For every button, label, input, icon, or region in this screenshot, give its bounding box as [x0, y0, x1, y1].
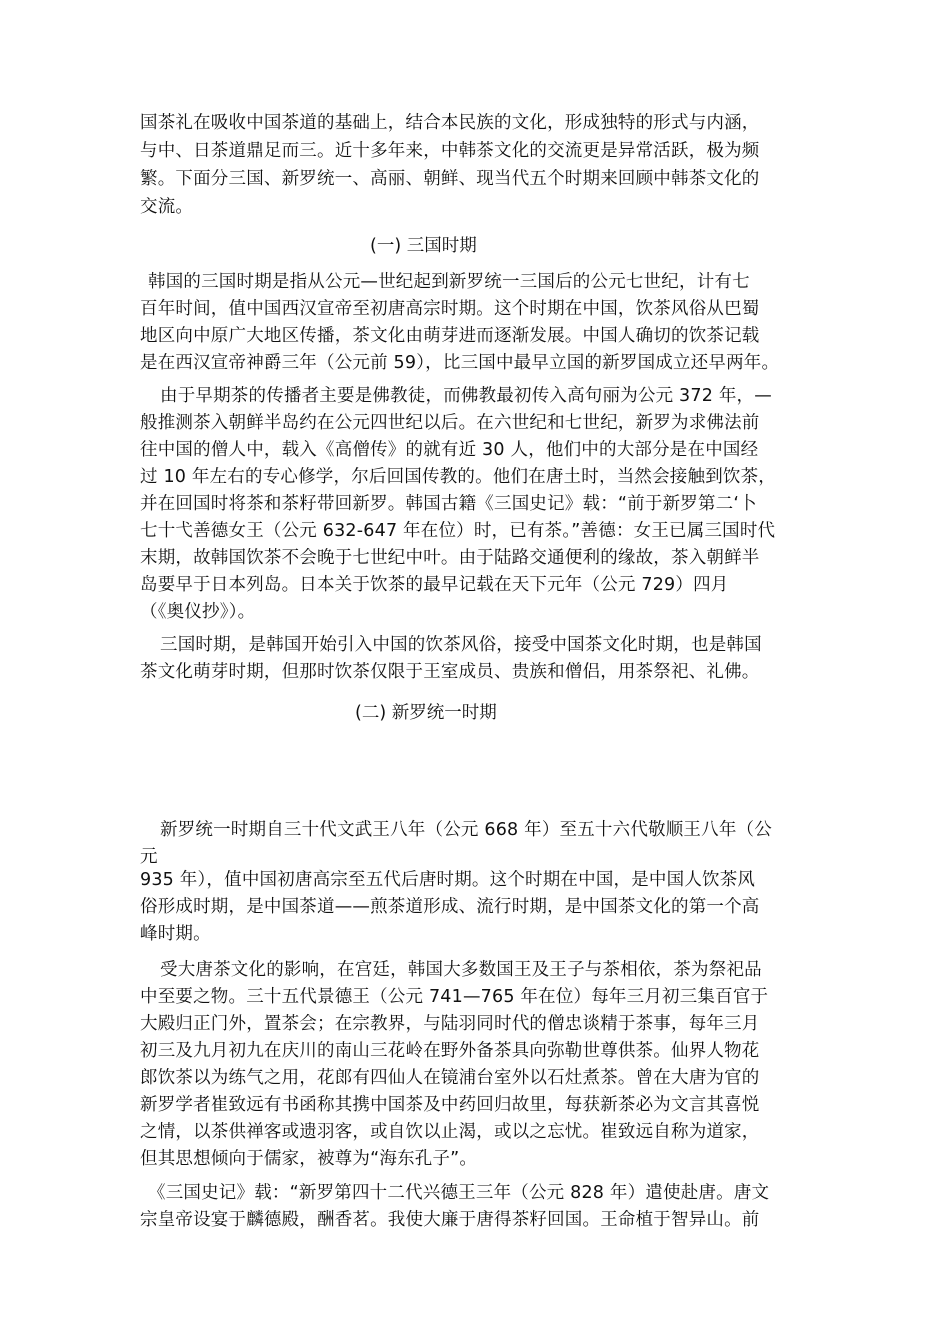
- text-line: 国茶礼在吸收中国茶道的基础上，结合本民族的文化，形成独特的形式与内涵，: [140, 113, 760, 133]
- text-line: 与中、日茶道鼎足而三。近十多年来，中韩茶文化的交流更是异常活跃，极为频: [140, 141, 760, 161]
- section-heading-three-kingdoms: (一) 三国时期: [370, 236, 477, 256]
- text-line: 935 年），值中国初唐高宗至五代后唐时期。这个时期在中国，是中国人饮茶风: [140, 870, 756, 890]
- text-line: 茶文化萌芽时期，但那时饮茶仅限于王室成员、贵族和僧侣，用茶祭祀、礼佛。: [140, 662, 760, 682]
- text-line: 并在回国时将茶和茶籽带回新罗。韩国古籍《三国史记》载：“前于新罗第二‘卜: [140, 494, 757, 514]
- text-line: 般推测茶入朝鲜半岛约在公元四世纪以后。在六世纪和七世纪，新罗为求佛法前: [140, 413, 760, 433]
- text-line: 大殿归正门外，置茶会；在宗教界，与陆羽同时代的僧忠谈精于茶事，每年三月: [140, 1014, 760, 1034]
- text-line: 地区向中原广大地区传播，茶文化由萌芽进而逐渐发展。中国人确切的饮茶记载: [140, 326, 760, 346]
- text-line: 郎饮茶以为练气之用，花郎有四仙人在镜浦台室外以石灶煮茶。曾在大唐为官的: [140, 1068, 760, 1088]
- text-line: 新罗学者崔致远有书函称其携中国茶及中药回归故里，每获新茶必为文言其喜悦: [140, 1095, 760, 1115]
- text-line: 韩国的三国时期是指从公元—世纪起到新罗统一三国后的公元七世纪，计有七: [148, 272, 750, 292]
- text-line: 往中国的僧人中，载入《高僧传》的就有近 30 人，他们中的大部分是在中国经: [140, 440, 759, 460]
- text-line: 元: [140, 847, 158, 867]
- text-line: 过 10 年左右的专心修学，尔后回国传教的。他们在唐土时，当然会接触到饮茶，: [140, 467, 776, 487]
- text-line: 交流。: [140, 197, 194, 217]
- text-line: 宗皇帝设宴于麟德殿，酬香茗。我使大廉于唐得茶籽回国。王命植于智异山。前: [140, 1210, 760, 1230]
- text-line: 但其思想倾向于儒家，被尊为“海东孔子”。: [140, 1149, 478, 1169]
- text-line: 受大唐茶文化的影响，在宫廷，韩国大多数国王及王子与茶相依，茶为祭祀品: [160, 960, 762, 980]
- text-line: 俗形成时期，是中国茶道——煎茶道形成、流行时期，是中国茶文化的第一个高: [140, 897, 760, 917]
- text-line: 繁。下面分三国、新罗统一、高丽、朝鲜、现当代五个时期来回顾中韩茶文化的: [140, 169, 760, 189]
- text-line: （《奥仪抄》）。: [140, 602, 256, 622]
- text-line: 末期，故韩国饮茶不会晚于七世纪中叶。由于陆路交通便利的缘故，茶入朝鲜半: [140, 548, 760, 568]
- text-line: 新罗统一时期自三十代文武王八年（公元 668 年）至五十六代敬顺王八年（公: [160, 820, 772, 840]
- text-line: 百年时间，值中国西汉宣帝至初唐高宗时期。这个时期在中国，饮茶风俗从巴蜀: [140, 299, 760, 319]
- text-line: 初三及九月初九在庆川的南山三花岭在野外备茶具向弥勒世尊供茶。仙界人物花: [140, 1041, 760, 1061]
- text-line: 之情，以茶供禅客或遗羽客，或自饮以止渴，或以之忘忧。崔致远自称为道家，: [140, 1122, 760, 1142]
- text-line: 《三国史记》载：“新罗第四十二代兴德王三年（公元 828 年）遣使赴唐。唐文: [148, 1183, 770, 1203]
- text-line: 是在西汉宣帝神爵三年（公元前 59），比三国中最早立国的新罗国成立还早两年。: [140, 353, 780, 373]
- text-line: 七十弋善德女王（公元 632-647 年在位）时，已有茶。”善德：女王已属三国时代: [140, 521, 776, 541]
- text-line: 岛要早于日本列岛。日本关于饮茶的最早记载在天下元年（公元 729）四月: [140, 575, 729, 595]
- text-line: 三国时期，是韩国开始引入中国的饮茶风俗，接受中国茶文化时期，也是韩国: [160, 635, 762, 655]
- text-line: 中至要之物。三十五代景德王（公元 741—765 年在位）每年三月初三集百官于: [140, 987, 769, 1007]
- text-line: 峰时期。: [140, 924, 211, 944]
- text-line: 由于早期茶的传播者主要是佛教徒，而佛教最初传入高句丽为公元 372 年，—: [160, 386, 772, 406]
- section-heading-unified-silla: (二) 新罗统一时期: [355, 703, 497, 723]
